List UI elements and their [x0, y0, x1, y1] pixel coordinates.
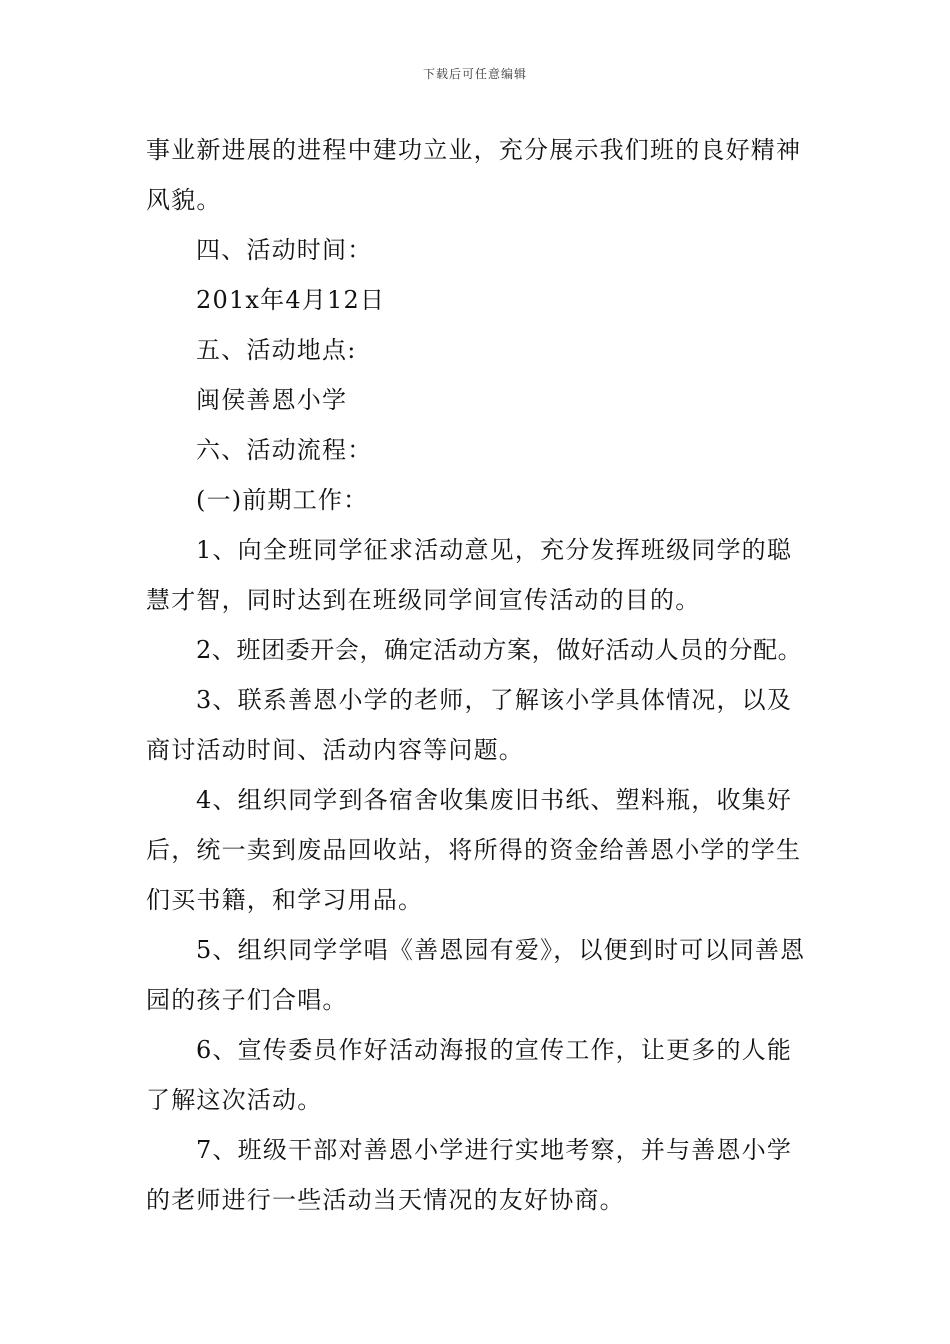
document-body: [146, 125, 816, 1225]
list-item-4: 4、组织同学到各宿舍收集废旧书纸、塑料瓶，收集好后，统一卖到废品回收站，将所得的资金给善恩小学的学生们买书籍，和学习用品。: [146, 786, 802, 914]
list-item-1: 1、向全班同学征求活动意见，充分发挥班级同学的聪慧才智，同时达到在班级同学间宣传活动的目的。: [146, 536, 793, 614]
paragraph-intro-continuation: 事业新进展的进程中建功立业，充分展示我们班的良好精神风貌。: [146, 136, 802, 214]
subheading-preparation: (一)前期工作：: [196, 486, 369, 514]
activity-date: 201x年4月12日: [196, 286, 386, 314]
heading-activity-process: 六、活动流程：: [196, 436, 373, 464]
list-item-7: 7、班级干部对善恩小学进行实地考察，并与善恩小学的老师进行一些活动当天情况的友好协商。: [146, 1136, 793, 1214]
page-header: 下载后可任意编辑: [422, 67, 527, 81]
activity-location: 闽侯善恩小学: [196, 386, 348, 414]
heading-activity-time: 四、活动时间：: [196, 236, 373, 264]
list-item-2: 2、班团委开会，确定活动方案，做好活动人员的分配。: [196, 636, 803, 664]
list-item-5: 5、组织同学学唱《善恩园有爱》，以便到时可以同善恩园的孩子们合唱。: [146, 936, 806, 1014]
list-item-3: 3、联系善恩小学的老师，了解该小学具体情况，以及商讨活动时间、活动内容等问题。: [146, 686, 793, 764]
list-item-6: 6、宣传委员作好活动海报的宣传工作，让更多的人能了解这次活动。: [146, 1036, 793, 1114]
heading-activity-location: 五、活动地点:: [196, 336, 357, 364]
